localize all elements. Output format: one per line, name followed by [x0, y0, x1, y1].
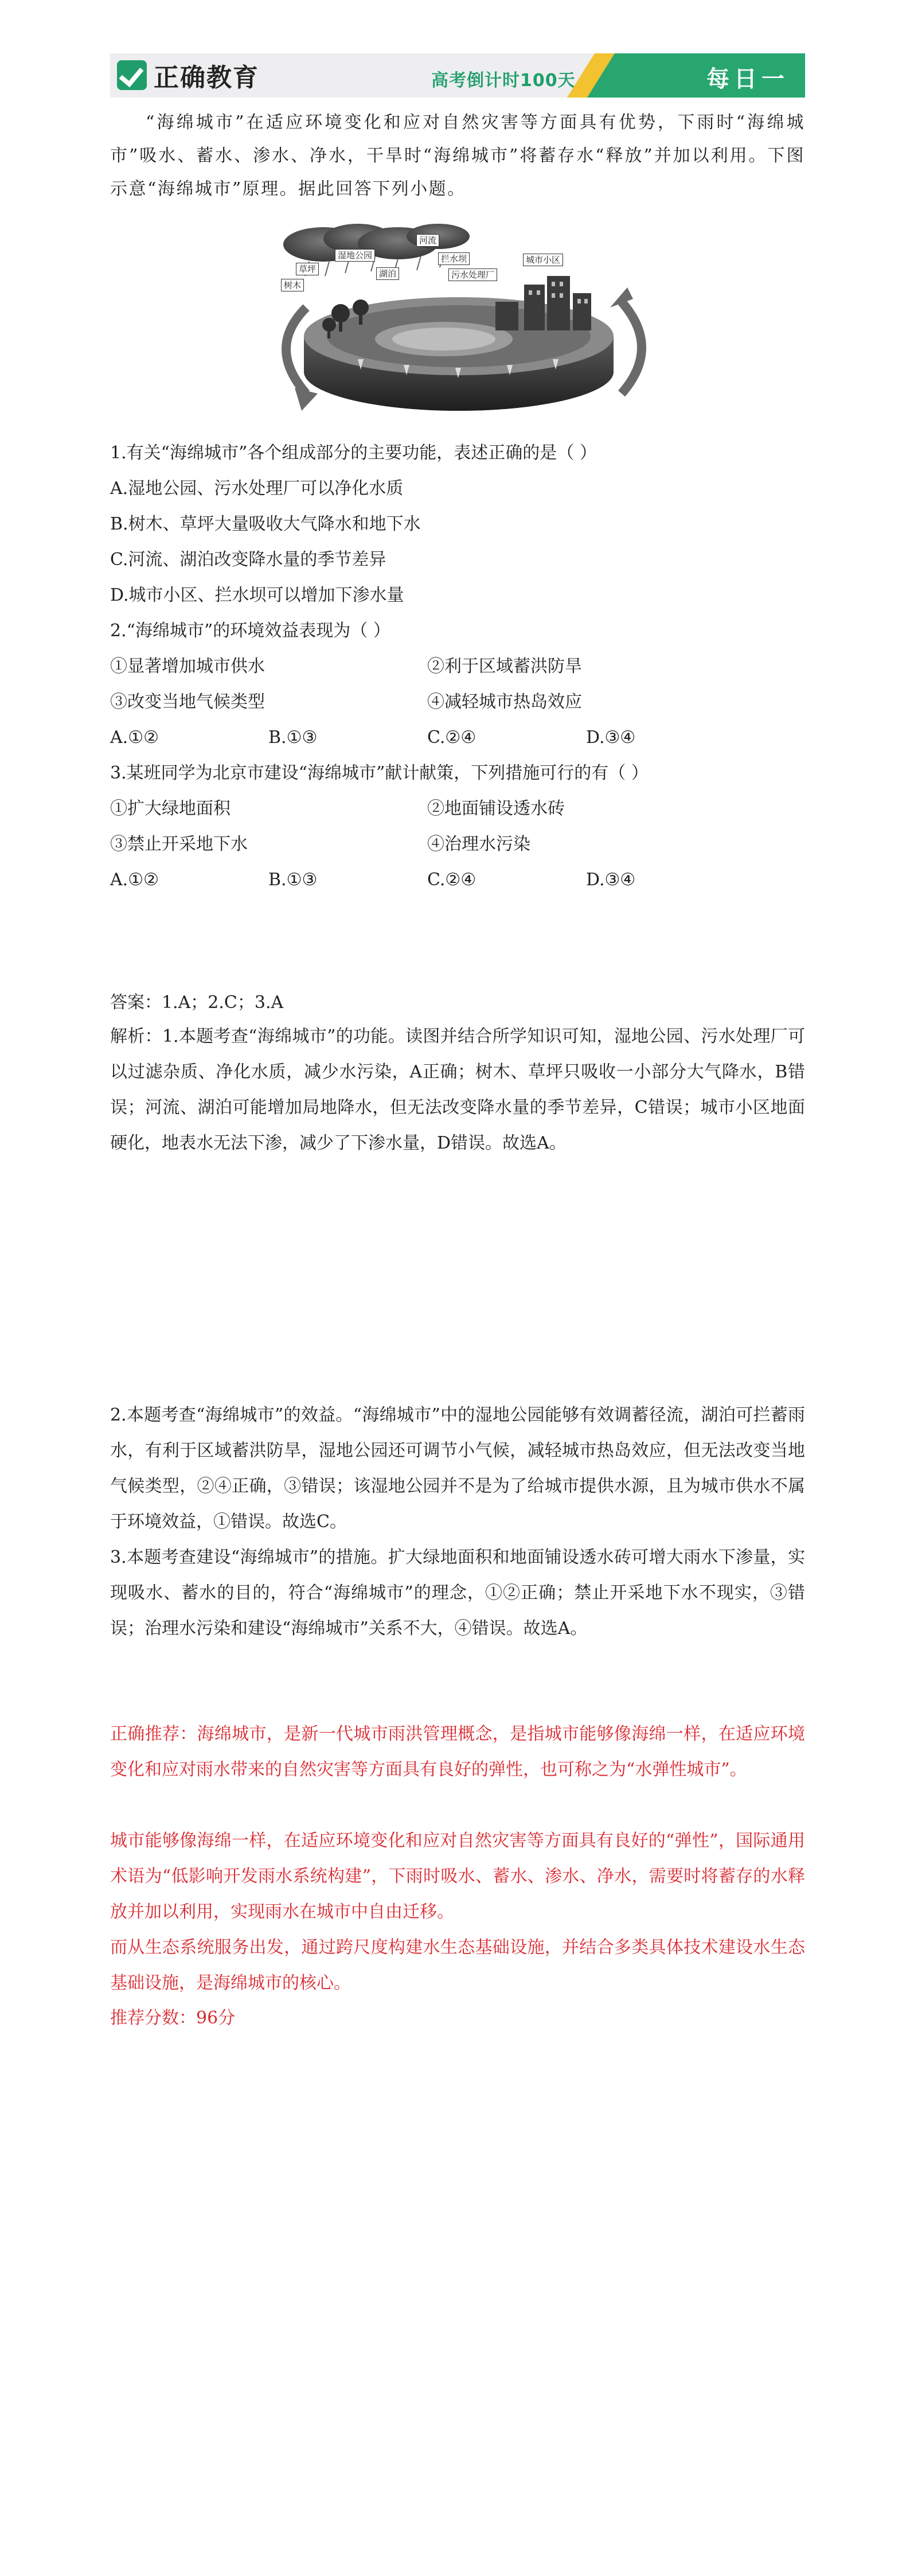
- q2-item-2: ②利于区域蓄洪防旱: [427, 656, 582, 676]
- brand-name: 正确教育: [154, 63, 259, 92]
- q3-choice-a: A.①②: [110, 870, 159, 890]
- label-river: 河流: [416, 234, 439, 247]
- q3-choice-b: B.①③: [268, 870, 318, 890]
- q3-item-2: ②地面铺设透水砖: [427, 799, 565, 819]
- recommend-score: 推荐分数：96分: [110, 2008, 236, 2028]
- q1-option-a: A.湿地公园、污水处理厂可以净化水质: [110, 478, 404, 499]
- label-lake: 湖泊: [376, 267, 399, 280]
- header-banner: [110, 53, 805, 98]
- q3-item-1: ①扩大绿地面积: [110, 799, 231, 819]
- q3-choice-d: D.③④: [586, 870, 636, 890]
- label-lawn: 草坪: [296, 263, 319, 275]
- q1-option-c: C.河流、湖泊改变降水量的季节差异: [110, 550, 386, 570]
- q2-choice-c: C.②④: [427, 727, 477, 748]
- q2-item-4: ④减轻城市热岛效应: [427, 692, 582, 712]
- check-icon: [117, 60, 147, 90]
- analysis-q2: 2.本题考查“海绵城市”的效益。“海绵城市”中的湿地公园能够有效调蓄径流，湖泊可拦蓄雨水，有利于区域蓄洪防旱，湿地公园还可调节小气候，减轻城市热岛效应，但无法改变当地气候类型，②④正确，③错误；该湿地公园并不是为了给城市提供水源，且为城市供水不属于环境效益，①错误。故选C。: [110, 1405, 805, 1532]
- sponge-city-diagram: [255, 221, 663, 414]
- intro-paragraph: “海绵城市”在适应环境变化和应对自然灾害等方面具有优势，下雨时“海绵城市”吸水、蓄水、渗水、净水，干旱时“海绵城市”将蓄存水“释放”并加以利用。下图示意“海绵城市”原理。据此回答下列小题。: [110, 112, 805, 199]
- label-sewage-plant: 污水处理厂: [448, 269, 497, 281]
- q3-item-3: ③禁止开采地下水: [110, 834, 248, 854]
- cycle-arrow-left: [286, 308, 306, 394]
- cycle-arrow-right: [622, 302, 642, 394]
- daily-label: 每日一: [706, 66, 789, 92]
- q3-choice-c: C.②④: [427, 870, 477, 890]
- recommend-p1: 正确推荐：海绵城市，是新一代城市雨洪管理概念，是指城市能够像海绵一样，在适应环境变化和应对雨水带来的自然灾害等方面具有良好的弹性，也可称之为“水弹性城市”。: [110, 1724, 805, 1780]
- brand-logo: [117, 59, 259, 91]
- q1-option-d: D.城市小区、拦水坝可以增加下渗水量: [110, 585, 404, 605]
- q2-choice-b: B.①③: [268, 727, 318, 748]
- q2-stem: 2.“海绵城市”的环境效益表现为（ ）: [110, 621, 390, 641]
- q3-item-4: ④治理水污染: [427, 834, 530, 854]
- q1-stem: 1.有关“海绵城市”各个组成部分的主要功能，表述正确的是（ ）: [110, 443, 597, 463]
- q2-item-1: ①显著增加城市供水: [110, 656, 265, 676]
- q2-choice-d: D.③④: [586, 727, 636, 748]
- countdown-text: 高考倒计时100天: [431, 71, 576, 91]
- building-icon: [495, 276, 591, 330]
- analysis-q3: 3.本题考查建设“海绵城市”的措施。扩大绿地面积和地面铺设透水砖可增大雨水下渗量，实现吸水、蓄水的目的，符合“海绵城市”的理念，①②正确；禁止开采地下水不现实，③错误；治理水污染和建设“海绵城市”关系不大，④错误。故选A。: [110, 1547, 805, 1639]
- q2-item-3: ③改变当地气候类型: [110, 692, 265, 712]
- recommend-p3: 而从生态系统服务出发，通过跨尺度构建水生态基础设施，并结合多类具体技术建设水生态基础设施，是海绵城市的核心。: [110, 1937, 805, 1993]
- q2-choice-a: A.①②: [110, 727, 159, 748]
- answer-line: 答案：1.A；2.C；3.A: [110, 993, 284, 1013]
- q1-option-b: B.树木、草坪大量吸收大气降水和地下水: [110, 514, 421, 534]
- recommend-p2: 城市能够像海绵一样，在适应环境变化和应对自然灾害等方面具有良好的“弹性”，国际通用术语为“低影响开发雨水系统构建”，下雨时吸水、蓄水、渗水、净水，需要时将蓄存的水释放并加以利用，实现雨水在城市中自由迁移。: [110, 1831, 805, 1922]
- label-dam: 拦水坝: [438, 252, 470, 265]
- label-community: 城市小区: [523, 254, 563, 266]
- label-wetland: 湿地公园: [335, 249, 375, 262]
- analysis-q1: 解析：1.本题考查“海绵城市”的功能。读图并结合所学知识可知，湿地公园、污水处理厂可以过滤杂质、净化水质，减少水污染，A正确；树木、草坪只吸收一小部分大气降水，B错误；河流、湖泊可能增加局地降水，但无法改变降水量的季节差异，C错误；城市小区地面硬化，地表水无法下渗，减少了下渗水量，D错误。故选A。: [110, 1026, 805, 1153]
- diagram-svg: [255, 221, 663, 414]
- label-trees: 树木: [281, 279, 304, 291]
- q3-stem: 3.某班同学为北京市建设“海绵城市”献计献策，下列措施可行的有（ ）: [110, 763, 649, 783]
